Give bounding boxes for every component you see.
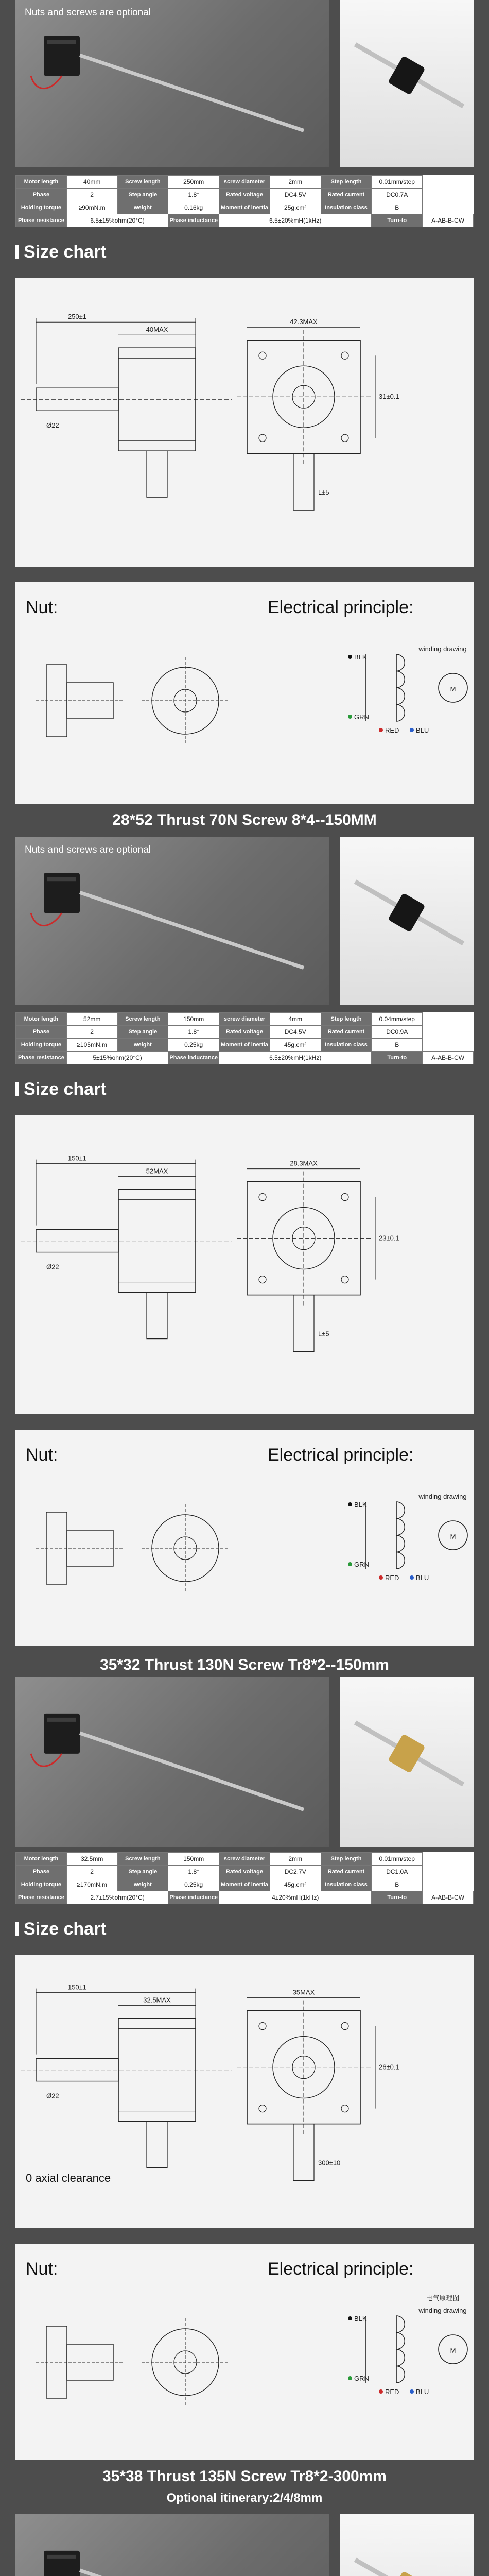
- motor-wire-shape: [31, 1754, 62, 1766]
- dim-shaft: Ø22: [46, 421, 59, 430]
- spec-value: 6.5±20%mH(1kHz): [219, 214, 372, 227]
- motor-illustration: [15, 2514, 474, 2576]
- spec-value: 5±15%ohm(20°C): [66, 1052, 168, 1064]
- spec-label: Moment of inertia: [219, 1878, 270, 1891]
- wire-outline: [147, 2122, 167, 2168]
- spec-value: 45g.cm²: [270, 1878, 321, 1891]
- spec-row: [16, 189, 474, 201]
- spec-value: DC1.0A: [372, 1866, 423, 1878]
- spec-value: 4±20%mH(1kHz): [219, 1891, 372, 1904]
- wire-blu-label: BLU: [416, 1574, 429, 1582]
- spec-label: Holding torque: [16, 201, 67, 214]
- lead-screw-shape: [80, 2570, 304, 2576]
- axial-note: 0 axial clearance: [26, 2172, 111, 2184]
- nut-shape: [388, 893, 425, 933]
- nut-electrical-drawing: [15, 1430, 474, 1646]
- winding-label: winding drawing: [418, 645, 467, 653]
- coil-loop: [396, 2349, 405, 2366]
- spec-label: Rated current: [321, 1026, 372, 1039]
- product-caption: 35*32 Thrust 130N Screw Tr8*2--150mm: [100, 1656, 389, 1673]
- dim-flange: 28.3MAX: [290, 1159, 318, 1167]
- spec-label: Screw length: [117, 1853, 168, 1866]
- wire-blu-label: BLU: [416, 726, 429, 734]
- spec-value: 1.8°: [168, 189, 219, 201]
- dim-lead: 300±10: [318, 2159, 341, 2167]
- motor-band-shape: [47, 40, 76, 44]
- nut-shape: [388, 1734, 425, 1773]
- wire-dot: [379, 1575, 383, 1580]
- nut-label: Nut:: [26, 2259, 58, 2279]
- spec-label: Screw length: [117, 1013, 168, 1026]
- spec-value: DC2.7V: [270, 1866, 321, 1878]
- product-block: [0, 1677, 489, 2514]
- dim-square: 31±0.1: [379, 393, 399, 401]
- product-caption: 28*52 Thrust 70N Screw 8*4--150MM: [112, 811, 377, 828]
- mount-hole: [259, 1194, 266, 1201]
- size-chart-title: Size chart: [24, 1079, 107, 1099]
- spec-label: Motor length: [16, 1013, 67, 1026]
- spec-label: Motor length: [16, 1853, 67, 1866]
- wire-dot: [348, 655, 352, 659]
- spec-table: [15, 1012, 474, 1064]
- spec-label: Step length: [321, 1853, 372, 1866]
- spec-label: Phase inductance: [168, 214, 219, 227]
- heading-bar: [15, 245, 19, 259]
- size-chart-heading: [15, 242, 107, 262]
- size-chart-title: Size chart: [24, 242, 107, 262]
- spec-label: screw diameter: [219, 1853, 270, 1866]
- mount-hole: [259, 434, 266, 442]
- spec-label: Phase: [16, 1866, 67, 1878]
- dim-square: 23±0.1: [379, 1234, 399, 1242]
- mount-hole: [259, 1276, 266, 1283]
- spec-row: [16, 176, 474, 189]
- coil-loop: [396, 2366, 405, 2383]
- nut-label: Nut:: [26, 598, 58, 617]
- spec-label: Holding torque: [16, 1878, 67, 1891]
- lead-screw-shape: [80, 55, 304, 130]
- nut-electrical-panel: [15, 2244, 474, 2460]
- spec-row: [16, 1052, 474, 1064]
- spec-label: Rated current: [321, 189, 372, 201]
- spec-label: Phase resistance: [16, 214, 67, 227]
- spec-label: Phase resistance: [16, 1891, 67, 1904]
- photo-note: Nuts and screws are optional: [25, 7, 151, 18]
- coil-loop: [396, 2333, 405, 2350]
- wire-red-label: RED: [385, 2388, 399, 2396]
- spec-value: 40mm: [66, 176, 117, 189]
- spec-row: [16, 1866, 474, 1878]
- size-chart-title: Size chart: [24, 1919, 107, 1939]
- product-caption: 35*38 Thrust 135N Screw Tr8*2-300mm: [102, 2468, 387, 2485]
- spec-value: 32.5mm: [66, 1853, 117, 1866]
- nut-electrical-drawing: [15, 582, 474, 804]
- motor-wire-shape: [31, 913, 62, 925]
- wire-grn-label: GRN: [354, 1561, 369, 1568]
- wire-dot: [348, 1502, 352, 1506]
- spec-label: Turn-to: [372, 214, 423, 227]
- wire-red-label: RED: [385, 726, 399, 734]
- spec-label: screw diameter: [219, 1013, 270, 1026]
- motor-symbol: M: [450, 685, 456, 693]
- nut-shape: [388, 56, 425, 95]
- spec-table: [15, 1852, 474, 1904]
- mount-hole: [341, 2023, 348, 2030]
- spec-table: [15, 175, 474, 227]
- motor-wire-shape: [31, 76, 62, 88]
- spec-value: 6.5±20%mH(1kHz): [219, 1052, 372, 1064]
- lead-screw-shape: [80, 892, 304, 968]
- mount-hole: [341, 2105, 348, 2112]
- coil-loop: [396, 1502, 405, 1519]
- product-block: [0, 837, 489, 1677]
- spec-row: [16, 1853, 474, 1866]
- motor-band-shape: [47, 2555, 76, 2559]
- coil-loop: [396, 1552, 405, 1569]
- spec-label: Step angle: [117, 1026, 168, 1039]
- motor-band-shape: [47, 877, 76, 881]
- spec-value: 2mm: [270, 1853, 321, 1866]
- spec-label: Moment of inertia: [219, 1039, 270, 1052]
- spec-value: 45g.cm²: [270, 1039, 321, 1052]
- spec-value: 52mm: [66, 1013, 117, 1026]
- spec-label: Step angle: [117, 1866, 168, 1878]
- dim-flange: 35MAX: [292, 1988, 315, 1996]
- motor-illustration: [15, 837, 474, 1005]
- spec-label: Phase: [16, 1026, 67, 1039]
- spec-label: weight: [117, 1039, 168, 1052]
- electrical-label: Electrical principle:: [268, 1445, 414, 1465]
- product-subcaption: Optional itinerary:2/4/8mm: [166, 2491, 323, 2505]
- coil-loop: [396, 1535, 405, 1552]
- motor-symbol: M: [450, 1533, 456, 1540]
- spec-label: Phase inductance: [168, 1052, 219, 1064]
- coil-loop: [396, 1519, 405, 1536]
- spec-value: ≥170mN.m: [66, 1878, 117, 1891]
- spec-label: Rated voltage: [219, 1026, 270, 1039]
- spec-label: Phase inductance: [168, 1891, 219, 1904]
- dim-shaft: Ø22: [46, 2092, 59, 2100]
- spec-label: Insulation class: [321, 1039, 372, 1052]
- spec-label: Turn-to: [372, 1052, 423, 1064]
- winding-label-cn: 电气原理图: [426, 2294, 460, 2302]
- product-block: [0, 2514, 489, 2576]
- nut-electrical-drawing: [15, 2244, 474, 2460]
- spec-value: 2: [66, 189, 117, 201]
- motor-illustration: [15, 1677, 474, 1847]
- spec-label: Insulation class: [321, 1878, 372, 1891]
- motor-body-shape: [44, 2551, 80, 2576]
- spec-value: ≥105mN.m: [66, 1039, 117, 1052]
- winding-label: winding drawing: [418, 2307, 467, 2314]
- spec-label: Screw length: [117, 176, 168, 189]
- wire-dot: [410, 2389, 414, 2394]
- spec-label: Rated voltage: [219, 189, 270, 201]
- wire-dot: [410, 728, 414, 732]
- wire-blu-label: BLU: [416, 2388, 429, 2396]
- spec-value: 2: [66, 1026, 117, 1039]
- wire-dot: [348, 1562, 352, 1566]
- dim-body: 32.5MAX: [143, 1996, 171, 2004]
- spec-row: [16, 1891, 474, 1904]
- spec-value: DC4.5V: [270, 189, 321, 201]
- spec-value: 4mm: [270, 1013, 321, 1026]
- spec-value: 0.01mm/step: [372, 1853, 423, 1866]
- spec-value: 0.01mm/step: [372, 176, 423, 189]
- dim-length: 250±1: [67, 313, 87, 321]
- product-photo: [15, 2514, 474, 2576]
- coil-loop: [396, 671, 405, 688]
- coil-loop: [396, 2316, 405, 2333]
- spec-label: screw diameter: [219, 176, 270, 189]
- size-chart-drawing: [15, 1955, 474, 2228]
- spec-row: [16, 1878, 474, 1891]
- electrical-label: Electrical principle:: [268, 598, 414, 617]
- motor-illustration: [15, 0, 474, 167]
- mount-hole: [341, 352, 348, 359]
- spec-label: Insulation class: [321, 201, 372, 214]
- spec-value: DC0.9A: [372, 1026, 423, 1039]
- spec-value: 1.8°: [168, 1866, 219, 1878]
- mount-hole: [341, 1194, 348, 1201]
- spec-label: Step length: [321, 1013, 372, 1026]
- dim-lead: L±5: [318, 1330, 329, 1338]
- wire-blk-label: BLK: [354, 653, 367, 661]
- dim-square: 26±0.1: [379, 2063, 399, 2071]
- spec-value: DC4.5V: [270, 1026, 321, 1039]
- spec-value: B: [372, 1039, 423, 1052]
- spec-value: A-AB-B-CW: [423, 1052, 474, 1064]
- wire-grn-label: GRN: [354, 713, 369, 721]
- spec-label: Turn-to: [372, 1891, 423, 1904]
- spec-label: Step angle: [117, 189, 168, 201]
- spec-label: Rated voltage: [219, 1866, 270, 1878]
- spec-row: [16, 214, 474, 227]
- spec-value: 150mm: [168, 1013, 219, 1026]
- spec-value: 0.25kg: [168, 1878, 219, 1891]
- mount-hole: [341, 1276, 348, 1283]
- wire-dot: [379, 728, 383, 732]
- spec-label: Holding torque: [16, 1039, 67, 1052]
- nut-electrical-panel: [15, 582, 474, 804]
- nut-electrical-panel: [15, 1430, 474, 1646]
- spec-label: Step length: [321, 176, 372, 189]
- wire-dot: [348, 2316, 352, 2320]
- size-chart-heading: [15, 1919, 107, 1939]
- dim-shaft: Ø22: [46, 1263, 59, 1271]
- spec-value: 0.25kg: [168, 1039, 219, 1052]
- dim-length: 150±1: [67, 1983, 87, 1991]
- size-chart-heading: [15, 1079, 107, 1099]
- spec-value: 0.04mm/step: [372, 1013, 423, 1026]
- dim-body: 40MAX: [146, 326, 168, 334]
- size-chart-drawing: [15, 278, 474, 567]
- spec-label: weight: [117, 1878, 168, 1891]
- spec-value: B: [372, 1878, 423, 1891]
- wire-dot: [379, 2389, 383, 2394]
- product-photo: [15, 0, 474, 167]
- heading-bar: [15, 1082, 19, 1096]
- spec-value: 0.16kg: [168, 201, 219, 214]
- wire-blk-label: BLK: [354, 1501, 367, 1509]
- wire-dot: [348, 2376, 352, 2380]
- spec-value: B: [372, 201, 423, 214]
- spec-value: 2: [66, 1866, 117, 1878]
- spec-label: Rated current: [321, 1866, 372, 1878]
- size-chart-drawing: [15, 1115, 474, 1414]
- wire-red-label: RED: [385, 1574, 399, 1582]
- dim-lead: L±5: [318, 488, 329, 497]
- spec-row: [16, 1013, 474, 1026]
- mount-hole: [259, 2023, 266, 2030]
- mount-hole: [259, 352, 266, 359]
- spec-value: 25g.cm²: [270, 201, 321, 214]
- wire-blk-label: BLK: [354, 2315, 367, 2323]
- photo-note: Nuts and screws are optional: [25, 844, 151, 855]
- motor-band-shape: [47, 1718, 76, 1722]
- spec-value: ≥90mN.m: [66, 201, 117, 214]
- motor-symbol: M: [450, 2347, 456, 2354]
- coil-loop: [396, 654, 405, 671]
- spec-label: Moment of inertia: [219, 201, 270, 214]
- spec-value: A-AB-B-CW: [423, 214, 474, 227]
- mount-hole: [259, 2105, 266, 2112]
- heading-bar: [15, 1922, 19, 1936]
- spec-value: A-AB-B-CW: [423, 1891, 474, 1904]
- spec-value: DC0.7A: [372, 189, 423, 201]
- nut-label: Nut:: [26, 1445, 58, 1465]
- dim-flange: 42.3MAX: [290, 318, 318, 326]
- wire-dot: [410, 1575, 414, 1580]
- dim-length: 150±1: [67, 1154, 87, 1162]
- spec-value: 2mm: [270, 176, 321, 189]
- spec-row: [16, 1039, 474, 1052]
- wire-grn-label: GRN: [354, 2375, 369, 2382]
- product-block: [0, 0, 489, 837]
- size-chart-panel: [15, 1955, 474, 2228]
- spec-label: Phase resistance: [16, 1052, 67, 1064]
- wire-outline: [147, 1293, 167, 1339]
- spec-value: 2.7±15%ohm(20°C): [66, 1891, 168, 1904]
- winding-label: winding drawing: [418, 1493, 467, 1500]
- product-photo: [15, 1677, 474, 1847]
- spec-label: Phase: [16, 189, 67, 201]
- spec-value: 250mm: [168, 176, 219, 189]
- coil-loop: [396, 705, 405, 722]
- product-photo: [15, 837, 474, 1005]
- spec-value: 1.8°: [168, 1026, 219, 1039]
- spec-value: 6.5±15%ohm(20°C): [66, 214, 168, 227]
- electrical-label: Electrical principle:: [268, 2259, 414, 2279]
- wire-dot: [348, 715, 352, 719]
- spec-label: weight: [117, 201, 168, 214]
- size-chart-panel: [15, 278, 474, 567]
- wire-outline: [147, 451, 167, 497]
- spec-row: [16, 201, 474, 214]
- spec-row: [16, 1026, 474, 1039]
- coil-loop: [396, 688, 405, 705]
- nut-screw-shape: [355, 2560, 463, 2576]
- nut-shape: [388, 2571, 425, 2576]
- lead-screw-shape: [80, 1733, 304, 1810]
- spec-label: Motor length: [16, 176, 67, 189]
- spec-value: 150mm: [168, 1853, 219, 1866]
- mount-hole: [341, 434, 348, 442]
- size-chart-panel: [15, 1115, 474, 1414]
- dim-body: 52MAX: [146, 1167, 168, 1175]
